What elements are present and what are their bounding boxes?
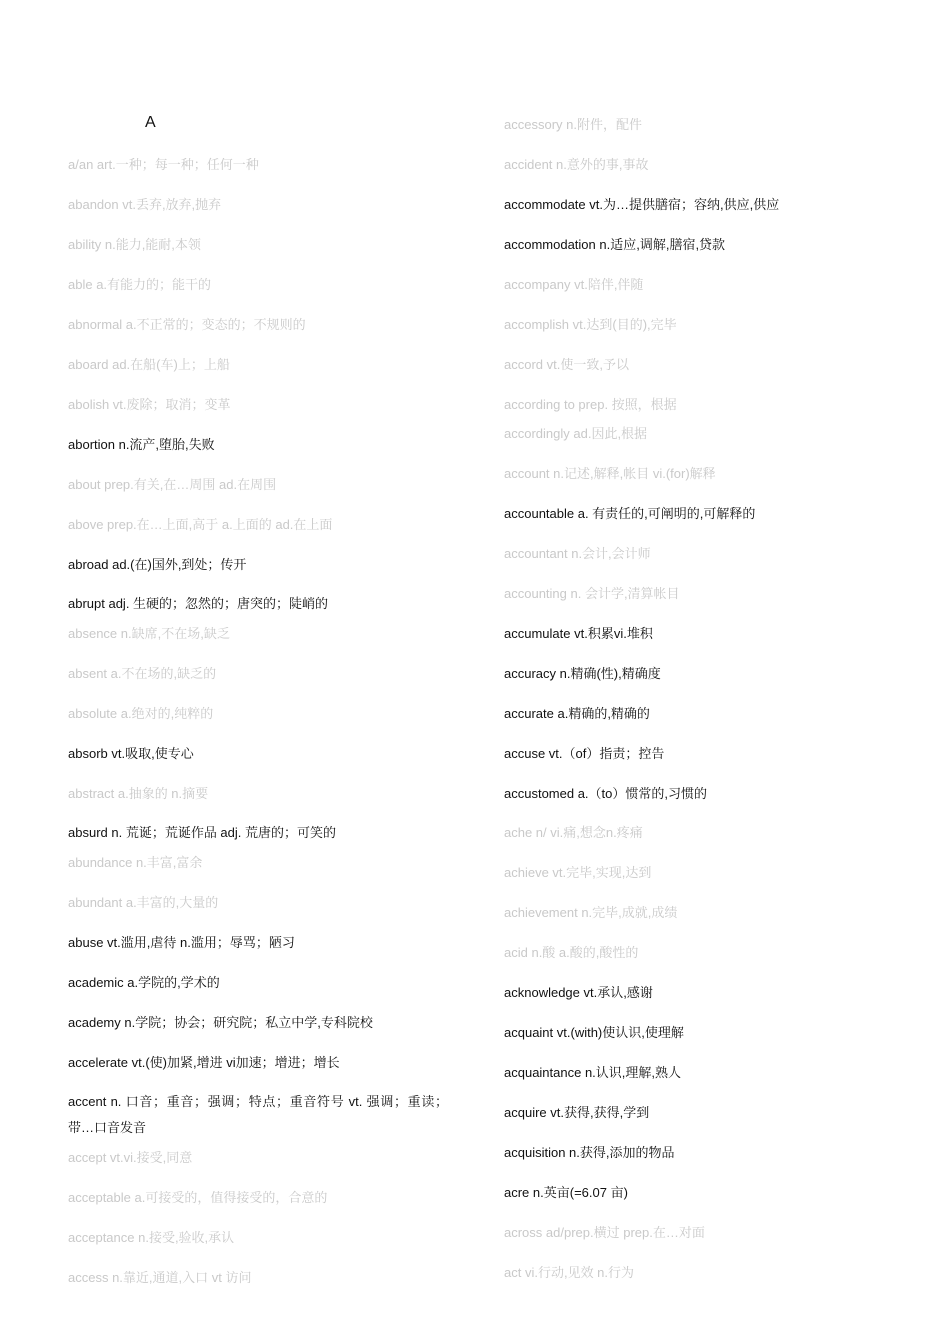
vocab-entry: act vi.行动,见效 n.行为 [504, 1265, 635, 1280]
vocab-entry: acre n.英亩(=6.07 亩) [504, 1185, 628, 1200]
vocab-entry: able a.有能力的；能干的 [68, 277, 212, 292]
vocab-entry: abundant a.丰富的,大量的 [68, 895, 219, 910]
vocab-entry: accident n.意外的事,事故 [504, 157, 649, 172]
vocab-entry: accuse vt.（of）指责；控告 [504, 746, 665, 761]
vocab-entry: accommodation n.适应,调解,膳宿,贷款 [504, 237, 726, 252]
vocab-entry: acceptance n.接受,验收,承认 [68, 1230, 235, 1245]
vocab-entry: acquisition n.获得,添加的物品 [504, 1145, 675, 1160]
vocab-entry: acid n.酸 a.酸的,酸性的 [504, 945, 639, 960]
vocab-entry: absence n.缺席,不在场,缺乏 [68, 626, 230, 641]
vocab-entry: accountant n.会计,会计师 [504, 546, 651, 561]
vocab-entry: a/an art.一种；每一种；任何一种 [68, 157, 259, 172]
vocab-entry: absent a.不在场的,缺乏的 [68, 666, 217, 681]
vocab-entry: account n.记述,解释,帐目 vi.(for)解释 [504, 466, 716, 481]
vocab-entry: about prep.有关,在…周围 ad.在周围 [68, 477, 277, 492]
vocab-entry: achievement n.完毕,成就,成绩 [504, 905, 678, 920]
vocab-entry: accord vt.使一致,予以 [504, 357, 629, 372]
vocab-entry: abortion n.流产,堕胎,失败 [68, 437, 215, 452]
vocab-entry: achieve vt.完毕,实现,达到 [504, 865, 652, 880]
vocab-entry: abuse vt.滥用,虐待 n.滥用；辱骂；陋习 [68, 935, 295, 950]
vocab-entry: accelerate vt.(使)加紧,增进 vi加速；增进；增长 [68, 1055, 340, 1070]
vocab-entry: above prep.在…上面,高于 a.上面的 ad.在上面 [68, 517, 333, 532]
vocab-entry: access n.靠近,通道,入口 vt 访问 [68, 1270, 252, 1285]
vocab-entry: accustomed a.（to）惯常的,习惯的 [504, 786, 707, 801]
vocab-entry: acquire vt.获得,获得,学到 [504, 1105, 650, 1120]
vocab-entry: acquaint vt.(with)使认识,使理解 [504, 1025, 684, 1040]
vocab-entry: accommodate vt.为…提供膳宿；容纳,供应,供应 [504, 197, 780, 212]
vocab-entry: ache n/ vi.痛,想念n.疼痛 [504, 825, 643, 840]
vocab-entry: abroad ad.(在)国外,到处；传开 [68, 557, 247, 572]
vocab-entry: acknowledge vt.承认,感谢 [504, 985, 653, 1000]
vocab-entry: accomplish vt.达到(目的),完毕 [504, 317, 677, 332]
vocab-entry: academy n.学院；协会；研究院；私立中学,专科院校 [68, 1015, 373, 1030]
vocab-entry: abrupt adj. 生硬的；忽然的；唐突的；陡峭的 [68, 596, 329, 611]
vocab-entry: abstract a.抽象的 n.摘要 [68, 786, 209, 801]
vocab-entry: abolish vt.废除；取消；变革 [68, 397, 231, 412]
vocab-entry: abandon vt.丢弃,放弃,抛弃 [68, 197, 222, 212]
vocab-entry: accent n. 口音；重音；强调；特点；重音符号 vt. 强调；重读；带…口音发音 [68, 1094, 448, 1135]
vocab-entry: absurd n. 荒诞；荒诞作品 adj. 荒唐的；可笑的 [68, 825, 336, 840]
vocab-entry: aboard ad.在船(车)上；上船 [68, 357, 230, 372]
vocab-entry: ability n.能力,能耐,本领 [68, 237, 201, 252]
vocab-entry: accompany vt.陪伴,伴随 [504, 277, 644, 292]
vocab-entry: acquaintance n.认识,理解,熟人 [504, 1065, 682, 1080]
vocab-entry: accumulate vt.积累vi.堆积 [504, 626, 653, 641]
vocab-entry: absorb vt.吸取,使专心 [68, 746, 194, 761]
vocab-entry: abundance n.丰富,富余 [68, 855, 203, 870]
vocab-entry: accuracy n.精确(性),精确度 [504, 666, 661, 681]
vocab-entry: accept vt.vi.接受,同意 [68, 1150, 193, 1165]
vocab-entry: absolute a.绝对的,纯粹的 [68, 706, 214, 721]
vocab-entry: accurate a.精确的,精确的 [504, 706, 650, 721]
vocab-entry: academic a.学院的,学术的 [68, 975, 220, 990]
vocab-entry: across ad/prep.横过 prep.在…对面 [504, 1225, 705, 1240]
vocab-entry: accountable a. 有责任的,可阐明的,可解释的 [504, 506, 756, 521]
vocab-entry: abnormal a.不正常的；变态的；不规则的 [68, 317, 306, 332]
vocab-entry: accordingly ad.因此,根据 [504, 426, 648, 441]
vocab-entry: accounting n. 会计学,清算帐目 [504, 586, 680, 601]
vocab-entry: acceptable a.可接受的，值得接受的，合意的 [68, 1190, 328, 1205]
vocab-entry: accessory n.附件，配件 [504, 117, 642, 132]
vocab-entry: according to prep. 按照，根据 [504, 397, 677, 412]
section-heading: A [145, 114, 156, 131]
